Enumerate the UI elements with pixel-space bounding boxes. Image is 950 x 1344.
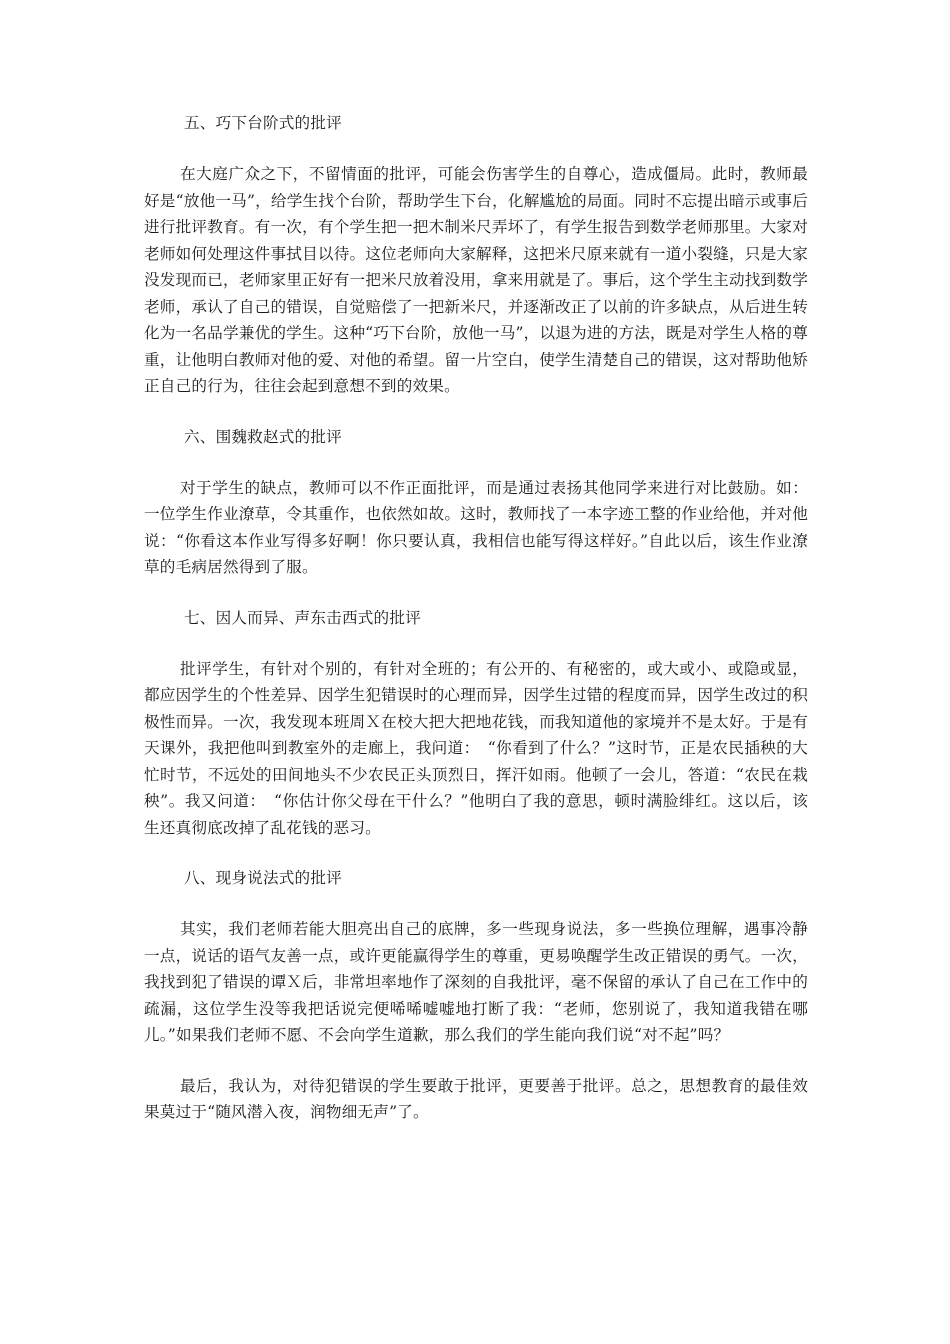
section-heading-6: 六、围魏救赵式的批评 [184, 427, 342, 446]
section-paragraph-5: 在大庭广众之下，不留情面的批评，可能会伤害学生的自尊心，造成僵局。此时，教师最好是“放他一马”，给学生找个台阶，帮助学生下台，化解尴尬的局面。同时不忘提出暗示或事后进行批评教育。有一次，有个学生把一把木制米尺弄坏了，有学生报告到数学老师那里。大家对老师如何处理这件事拭目以待。这位老师向大家解释，这把米尺原来就有一道小裂缝，只是大家没发现而已，老师家里正好有一把米尺放着没用，拿来用就是了。事后，这个学生主动找到数学老师，承认了自己的错误，自觉赔偿了一把新米尺，并逐渐改正了以前的许多缺点，从后进生转化为一名品学兼优的学生。这种“巧下台阶，放他一马”，以退为进的方法，既是对学生人格的尊重，让他明白教师对他的爱、对他的希望。留一片空白，使学生清楚自己的错误，这对帮助他矫正自己的行为，往往会起到意想不到的效果。 [144, 165, 808, 395]
section-heading-8: 八、现身说法式的批评 [184, 869, 342, 887]
section-paragraph-8: 其实，我们老师若能大胆亮出自己的底牌，多一些现身说法，多一些换位理解，遇事冷静一点，说话的语气友善一点，或许更能赢得学生的尊重，更易唤醒学生改正错误的勇气。一次，我找到犯了错误的谭Ｘ后，非常坦率地作了深刻的自我批评，毫不保留的承认了自己在工作中的疏漏，这位学生没等我把话说完便唏唏嘘嘘地打断了我：“老师，您别说了，我知道我错在哪儿。”如果我们老师不愿、不会向学生道歉，那么我们的学生能向我们说“对不起”吗？ [144, 920, 808, 1044]
closing-paragraph: 最后，我认为，对待犯错误的学生要敢于批评，更要善于批评。总之，思想教育的最佳效果莫过于“随风潜入夜，润物细无声”了。 [144, 1076, 808, 1121]
section-heading-5: 五、巧下台阶式的批评 [184, 114, 342, 132]
section-paragraph-7: 批评学生，有针对个别的，有针对全班的；有公开的、有秘密的，或大或小、或隐或显，都应因学生的个性差异、因学生犯错误时的心理而异，因学生过错的程度而异，因学生改过的积极性而异。一次，我发现本班周Ｘ在校大把大把地花钱，而我知道他的家境并不是太好。于是有天课外，我把他叫到教室外的走廊上，我问道： “你看到了什么？”这时节，正是农民插秧的大忙时节，不远处的田间地头不少农民正头顶烈日，挥汗如雨。他顿了一会儿，答道：“农民在栽秧”。我又问道： “你估计你父母在干什么？”他明白了我的意思，顿时满脸绯红。这以后，该生还真彻底改掉了乱花钱的恶习。 [144, 659, 808, 837]
section-paragraph-6: 对于学生的缺点，教师可以不作正面批评，而是通过表扬其他同学来进行对比鼓励。如：一位学生作业潦草，令其重作，也依然如故。这时，教师找了一本字迹工整的作业给他，并对他说：“你看这本作业写得多好啊！你只要认真，我相信也能写得这样好。”自此以后，该生作业潦草的毛病居然得到了服。 [144, 478, 808, 576]
document-body [144, 110, 808, 1126]
section-heading-7: 七、因人而异、声东击西式的批评 [184, 608, 421, 627]
